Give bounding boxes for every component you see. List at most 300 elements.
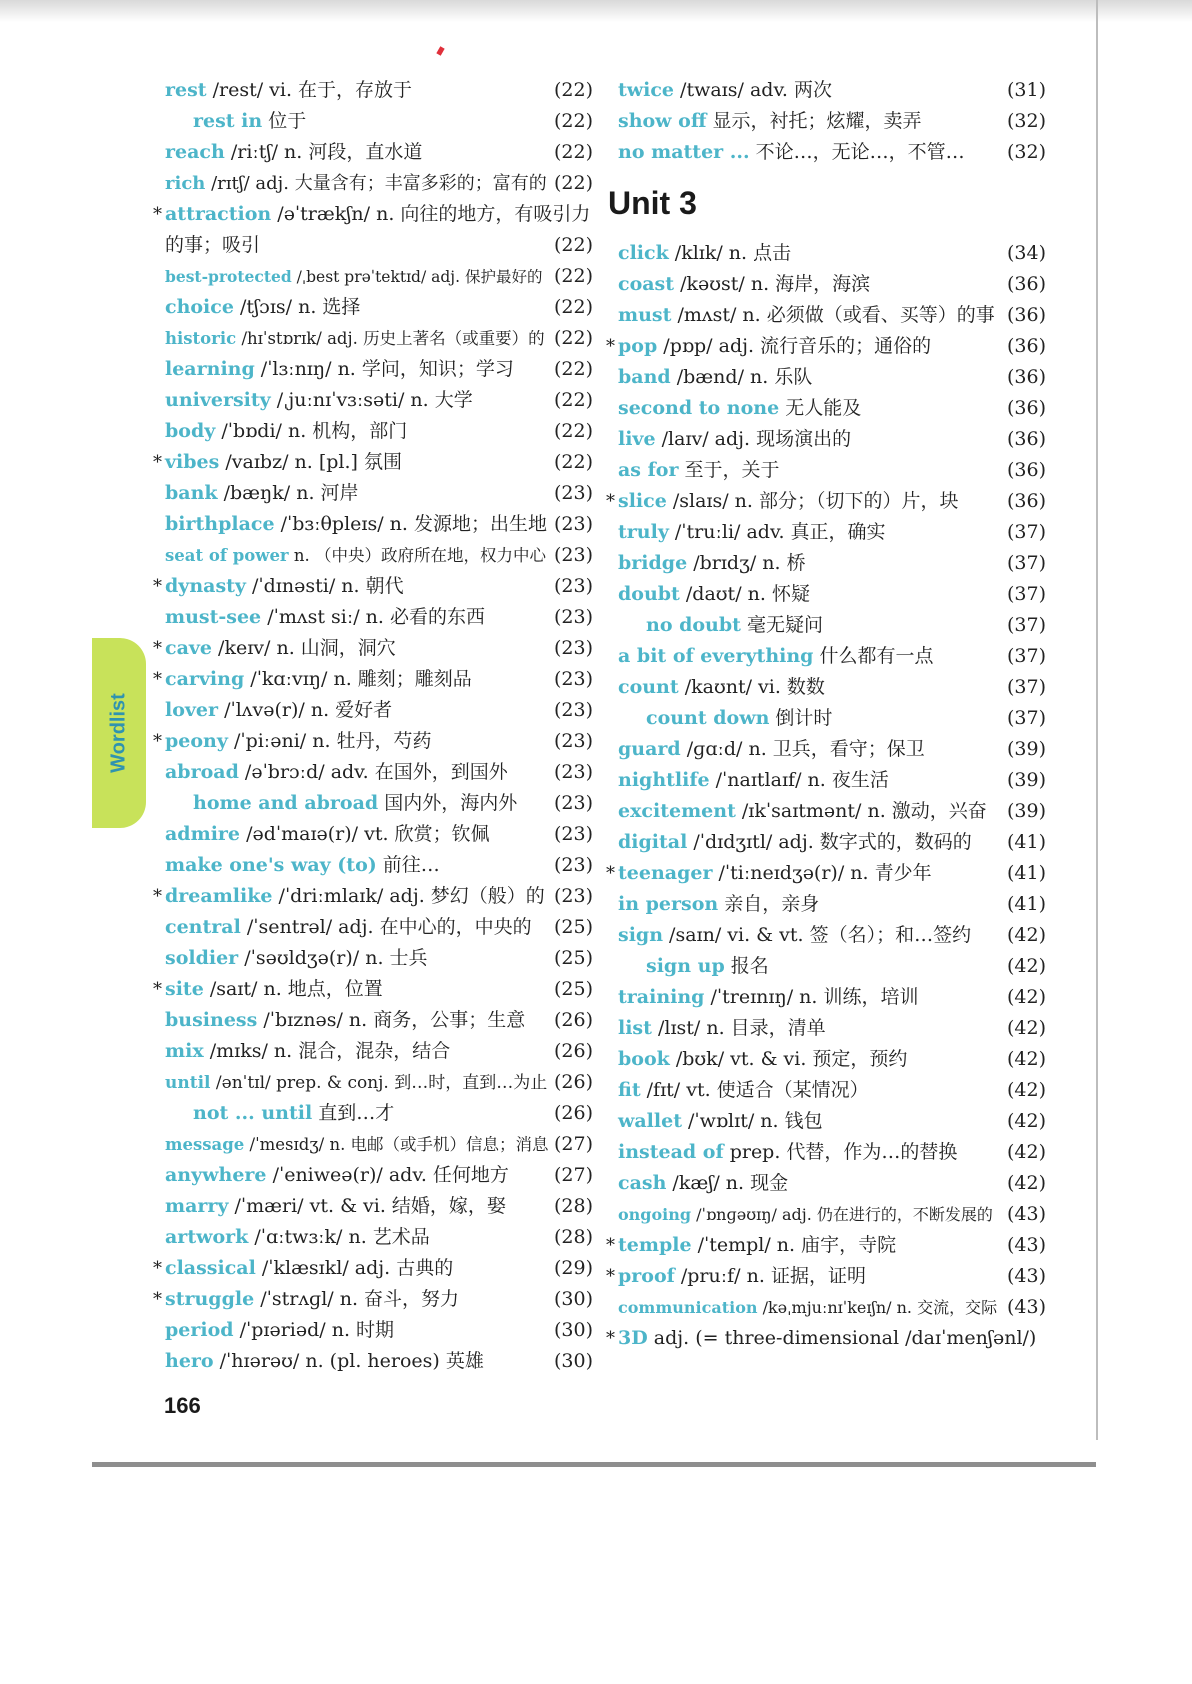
entry-headword: cave <box>165 637 213 659</box>
entry-definition: /mʌst/ n. 必须做（或看、买等）的事 <box>671 304 995 326</box>
entry-definition: /slaɪs/ n. 部分；（切下的）片，块 <box>666 490 959 512</box>
wordlist-entry <box>165 75 593 106</box>
entry-headword: lover <box>165 699 219 721</box>
entry-headword: rich <box>165 173 206 194</box>
wordlist-entry <box>165 1005 593 1036</box>
entry-page-ref: (37) <box>1006 645 1046 667</box>
entry-headword: fit <box>618 1079 641 1101</box>
wordlist-entry <box>606 1230 1046 1261</box>
wordlist-entry <box>618 393 1046 424</box>
wordlist-entry <box>165 1160 593 1191</box>
entry-headword: bank <box>165 482 218 504</box>
entry-page-ref: (22) <box>553 172 593 194</box>
entry-definition: /saɪn/ vi. & vt. 签（名）；和…签约 <box>663 924 972 946</box>
entry-star: * <box>153 576 162 597</box>
entry-headword: as for <box>618 459 679 481</box>
entry-star: * <box>153 731 162 752</box>
entry-page-ref: (22) <box>553 141 593 163</box>
entry-page-ref: (25) <box>553 947 593 969</box>
entry-headword: reach <box>165 141 225 163</box>
entry-page-ref: (30) <box>553 1319 593 1341</box>
wordlist-entry <box>618 579 1046 610</box>
entry-page-ref: (22) <box>553 79 593 101</box>
wordlist-entry <box>165 788 593 819</box>
entry-headword: vibes <box>165 451 220 473</box>
wordlist-entry <box>165 850 593 881</box>
entry-headword: dreamlike <box>165 885 273 907</box>
entry-headword: band <box>618 366 671 388</box>
entry-page-ref: (37) <box>1006 583 1046 605</box>
entry-definition: /ˌbest prəˈtektɪd/ adj. 保护最好的 <box>291 268 543 286</box>
wordlist-entry <box>618 1292 1046 1323</box>
entry-headword: marry <box>165 1195 229 1217</box>
entry-page-ref: (43) <box>1006 1296 1046 1318</box>
entry-definition: /ˈtruːli/ adv. 真正，确实 <box>668 521 886 543</box>
wordlist-entry <box>153 1284 593 1315</box>
entry-headword: must-see <box>165 606 262 628</box>
entry-definition: 国内外，海内外 <box>378 792 518 814</box>
entry-definition: /mɪks/ n. 混合，混杂，结合 <box>203 1040 451 1062</box>
entry-page-ref: (42) <box>1006 986 1046 1008</box>
entry-page-ref: (23) <box>553 823 593 845</box>
entry-headword: pop <box>618 335 658 357</box>
entry-definition: /kæʃ/ n. 现金 <box>666 1172 789 1194</box>
wordlist-entry <box>618 672 1046 703</box>
entry-headword: message <box>165 1135 245 1154</box>
wordlist-entry <box>165 478 593 509</box>
wordlist-entry <box>165 540 593 571</box>
entry-star: * <box>606 1328 615 1349</box>
entry-page-ref: (39) <box>1006 800 1046 822</box>
entry-page-ref: (28) <box>553 1226 593 1248</box>
entry-definition: adj. (= three-dimensional /daɪˈmenʃənl/) <box>647 1327 1037 1349</box>
entry-headword: business <box>165 1009 258 1031</box>
entry-page-ref: (23) <box>553 575 593 597</box>
entry-page-ref: (22) <box>553 358 593 380</box>
entry-definition: /ˈtempl/ n. 庙宇，寺院 <box>691 1234 897 1256</box>
entry-headword: anywhere <box>165 1164 267 1186</box>
entry-headword: historic <box>165 329 237 348</box>
entry-definition: n. （中央）政府所在地，权力中心 <box>288 546 547 565</box>
wordlist-entry <box>153 199 593 261</box>
entry-headword: book <box>618 1048 670 1070</box>
wordlist-entry <box>165 168 593 199</box>
wordlist-entry <box>165 137 593 168</box>
wordlist-entry <box>618 765 1046 796</box>
entry-page-ref: (23) <box>553 482 593 504</box>
entry-page-ref: (23) <box>553 792 593 814</box>
entry-page-ref: (36) <box>1006 397 1046 419</box>
wordlist-entry <box>165 943 593 974</box>
entry-definition: 报名 <box>724 955 769 977</box>
entry-star: * <box>153 638 162 659</box>
entry-page-ref: (30) <box>553 1288 593 1310</box>
wordlist-entry <box>165 695 593 726</box>
wordlist-entry <box>618 106 1046 137</box>
wordlist-entry <box>618 455 1046 486</box>
wordlist-entry <box>618 827 1046 858</box>
entry-headword: period <box>165 1319 234 1341</box>
entry-definition: /rɪtʃ/ adj. 大量含有；丰富多彩的；富有的 <box>205 173 547 194</box>
entry-definition: 至于，关于 <box>678 459 780 481</box>
wordlist-entry <box>618 920 1046 951</box>
wordlist-entry <box>618 796 1046 827</box>
entry-page-ref: (26) <box>553 1040 593 1062</box>
entry-page-ref: (42) <box>1006 1110 1046 1132</box>
wordlist-entry <box>618 1013 1046 1044</box>
entry-headword: abroad <box>165 761 239 783</box>
entry-definition: /ˈmæri/ vt. & vi. 结婚，嫁，娶 <box>228 1195 506 1217</box>
unit-3-list <box>606 238 1046 1354</box>
red-mark <box>436 46 444 55</box>
scan-top-shadow <box>0 0 1192 22</box>
left-column <box>153 75 593 1377</box>
entry-headword: learning <box>165 358 255 380</box>
entry-headword: live <box>618 428 656 450</box>
entry-definition: /saɪt/ n. 地点，位置 <box>203 978 383 1000</box>
entry-page-ref: (23) <box>553 730 593 752</box>
entry-definition: 无人能及 <box>779 397 862 419</box>
wordlist-entry <box>165 1067 593 1098</box>
entry-definition: 亲自，亲身 <box>718 893 820 915</box>
entry-page-ref: (41) <box>1006 831 1046 853</box>
entry-star: * <box>153 1289 162 1310</box>
entry-page-ref: (36) <box>1006 459 1046 481</box>
entry-definition: /fɪt/ vt. 使适合（某情况） <box>640 1079 869 1101</box>
entry-page-ref: (23) <box>553 606 593 628</box>
wordlist-entry <box>606 858 1046 889</box>
entry-page-ref: (23) <box>553 854 593 876</box>
entry-definition: /ˈbɒdi/ n. 机构，部门 <box>215 420 408 442</box>
entry-page-ref: (36) <box>1006 304 1046 326</box>
entry-star: * <box>606 1266 615 1287</box>
entry-headword: nightlife <box>618 769 710 791</box>
entry-headword: sign up <box>646 955 725 977</box>
entry-definition: /bæŋk/ n. 河岸 <box>217 482 359 504</box>
entry-headword: sign <box>618 924 664 946</box>
entry-page-ref: (22) <box>553 265 593 287</box>
entry-definition: /əˈtrækʃn/ n. 向往的地方，有吸引力的事；吸引 <box>165 203 591 256</box>
entry-headword: no doubt <box>646 614 741 636</box>
entry-page-ref: (37) <box>1006 552 1046 574</box>
wordlist-entry <box>165 509 593 540</box>
entry-page-ref: (41) <box>1006 862 1046 884</box>
entry-definition: /hɪˈstɒrɪk/ adj. 历史上著名（或重要）的 <box>236 329 545 348</box>
entry-page-ref: (22) <box>553 420 593 442</box>
entry-page-ref: (23) <box>553 885 593 907</box>
wordlist-entry <box>618 1199 1046 1230</box>
entry-star: * <box>606 491 615 512</box>
entry-definition: /pruːf/ n. 证据，证明 <box>674 1265 866 1287</box>
entry-headword: count <box>618 676 679 698</box>
wordlist-entry <box>165 323 593 354</box>
bottom-rule <box>92 1462 1096 1467</box>
entry-definition: /tʃɔɪs/ n. 选择 <box>233 296 361 318</box>
wordlist-entry <box>165 912 593 943</box>
entry-page-ref: (26) <box>553 1102 593 1124</box>
wordlist-entry <box>165 292 593 323</box>
entry-headword: home and abroad <box>193 792 379 814</box>
entry-headword: a bit of everything <box>618 645 814 667</box>
entry-headword: list <box>618 1017 652 1039</box>
entry-headword: artwork <box>165 1226 249 1248</box>
entry-definition: 什么都有一点 <box>813 645 934 667</box>
entry-definition: /vaɪbz/ n. [pl.] 氛围 <box>219 451 402 473</box>
entry-definition: /ɡɑːd/ n. 卫兵，看守；保卫 <box>680 738 925 760</box>
entry-headword: struggle <box>165 1288 255 1310</box>
entry-page-ref: (27) <box>553 1133 593 1155</box>
entry-headword: rest <box>165 79 207 101</box>
entry-headword: truly <box>618 521 669 543</box>
entry-definition: 显示，衬托；炫耀，卖弄 <box>706 110 922 132</box>
entry-page-ref: (42) <box>1006 1079 1046 1101</box>
entry-page-ref: (43) <box>1006 1265 1046 1287</box>
wordlist-entry <box>618 1044 1046 1075</box>
wordlist-entry <box>618 734 1046 765</box>
entry-page-ref: (23) <box>553 637 593 659</box>
entry-page-ref: (34) <box>1006 242 1046 264</box>
entry-headword: classical <box>165 1257 256 1279</box>
wordlist-entry <box>165 261 593 292</box>
wordlist-entry <box>618 1168 1046 1199</box>
entry-star: * <box>153 1258 162 1279</box>
entry-page-ref: (29) <box>553 1257 593 1279</box>
entry-definition: /keɪv/ n. 山洞，洞穴 <box>212 637 396 659</box>
entry-page-ref: (22) <box>553 451 593 473</box>
entry-definition: /ˈlʌvə(r)/ n. 爱好者 <box>218 699 393 721</box>
entry-definition: /ˈdɪnəsti/ n. 朝代 <box>245 575 404 597</box>
entry-page-ref: (36) <box>1006 335 1046 357</box>
entry-definition: /pɒp/ adj. 流行音乐的；通俗的 <box>657 335 932 357</box>
wordlist-entry <box>618 1106 1046 1137</box>
wordlist-entry <box>165 385 593 416</box>
wordlist-entry <box>618 982 1046 1013</box>
entry-page-ref: (36) <box>1006 366 1046 388</box>
entry-definition: /ˈbɪznəs/ n. 商务，公事；生意 <box>257 1009 526 1031</box>
entry-headword: soldier <box>165 947 239 969</box>
wordlist-entry <box>618 424 1046 455</box>
entry-star: * <box>606 1235 615 1256</box>
entry-definition: /daʊt/ n. 怀疑 <box>679 583 810 605</box>
entry-definition: /ˈwɒlɪt/ n. 钱包 <box>681 1110 823 1132</box>
entry-definition: /ˈlɜːnɪŋ/ n. 学问，知识；学习 <box>254 358 514 380</box>
wordlist-entry <box>153 447 593 478</box>
wordlist-entry <box>165 819 593 850</box>
wordlist-entry <box>153 881 593 912</box>
wordlist-entry <box>153 571 593 602</box>
wordlist-entry <box>165 602 593 633</box>
entry-page-ref: (37) <box>1006 676 1046 698</box>
entry-definition: /twaɪs/ adv. 两次 <box>674 79 832 101</box>
entry-headword: count down <box>646 707 770 729</box>
entry-page-ref: (42) <box>1006 1017 1046 1039</box>
wordlist-entry <box>153 633 593 664</box>
entry-headword: proof <box>618 1265 675 1287</box>
entry-page-ref: (27) <box>553 1164 593 1186</box>
entry-headword: twice <box>618 79 675 101</box>
entry-definition: 位于 <box>262 110 307 132</box>
entry-headword: ongoing <box>618 1205 692 1224</box>
entry-page-ref: (28) <box>553 1195 593 1217</box>
entry-definition: prep. 代替，作为…的替换 <box>723 1141 958 1163</box>
wordlist-entry <box>153 726 593 757</box>
entry-definition: /laɪv/ adj. 现场演出的 <box>655 428 852 450</box>
entry-definition: /kəʊst/ n. 海岸，海滨 <box>674 273 871 295</box>
entry-page-ref: (43) <box>1006 1234 1046 1256</box>
page-right-edge <box>1096 0 1098 1440</box>
entry-page-ref: (23) <box>553 668 593 690</box>
entry-definition: /ˈmʌst siː/ n. 必看的东西 <box>261 606 485 628</box>
entry-headword: training <box>618 986 705 1008</box>
entry-headword: hero <box>165 1350 214 1372</box>
entry-headword: second to none <box>618 397 780 419</box>
entry-headword: excitement <box>618 800 736 822</box>
entry-headword: birthplace <box>165 513 275 535</box>
wordlist-entry <box>165 1191 593 1222</box>
entry-star: * <box>153 204 162 225</box>
wordlist-entry <box>618 610 1046 641</box>
entry-page-ref: (23) <box>553 761 593 783</box>
entry-definition: /ˈbɜːθpleɪs/ n. 发源地；出生地 <box>274 513 547 535</box>
entry-definition: /ˈtiːneɪdʒə(r)/ n. 青少年 <box>712 862 932 884</box>
entry-headword: communication <box>618 1298 758 1317</box>
entry-headword: admire <box>165 823 241 845</box>
entry-page-ref: (36) <box>1006 490 1046 512</box>
entry-page-ref: (26) <box>553 1009 593 1031</box>
entry-headword: site <box>165 978 204 1000</box>
wordlist-entry <box>618 362 1046 393</box>
entry-headword: mix <box>165 1040 204 1062</box>
wordlist-entry <box>153 1253 593 1284</box>
entry-page-ref: (31) <box>1006 79 1046 101</box>
entry-definition: /ˈdriːmlaɪk/ adj. 梦幻（般）的 <box>272 885 545 907</box>
entry-definition: /ˈstrʌɡl/ n. 奋斗，努力 <box>254 1288 460 1310</box>
wordlist-entry <box>165 757 593 788</box>
wordlist-entry <box>606 331 1046 362</box>
entry-page-ref: (32) <box>1006 141 1046 163</box>
right-column <box>606 75 1046 1354</box>
entry-headword: doubt <box>618 583 680 605</box>
wordlist-entry <box>165 1036 593 1067</box>
entry-definition: /riːtʃ/ n. 河段，直水道 <box>224 141 423 163</box>
wordlist-entry <box>165 1098 593 1129</box>
wordlist-entry <box>165 354 593 385</box>
entry-definition: /bænd/ n. 乐队 <box>670 366 813 388</box>
entry-page-ref: (42) <box>1006 1172 1046 1194</box>
entry-headword: digital <box>618 831 688 853</box>
entry-definition: /kaʊnt/ vi. 数数 <box>678 676 825 698</box>
entry-page-ref: (41) <box>1006 893 1046 915</box>
entry-definition: /ˈnaɪtlaɪf/ n. 夜生活 <box>709 769 889 791</box>
entry-page-ref: (30) <box>553 1350 593 1372</box>
entry-headword: guard <box>618 738 681 760</box>
wordlist-entry <box>618 951 1046 982</box>
entry-headword: show off <box>618 110 707 132</box>
entry-page-ref: (36) <box>1006 428 1046 450</box>
entry-headword: peony <box>165 730 228 752</box>
entry-page-ref: (32) <box>1006 110 1046 132</box>
entry-page-ref: (37) <box>1006 521 1046 543</box>
entry-star: * <box>153 669 162 690</box>
entry-definition: /kəˌmjuːnɪˈkeɪʃn/ n. 交流，交际 <box>757 1298 998 1317</box>
entry-definition: /klɪk/ n. 点击 <box>668 242 792 264</box>
entry-headword: coast <box>618 273 675 295</box>
wordlist-entry <box>165 1129 593 1160</box>
entry-definition: 毫无疑问 <box>740 614 823 636</box>
wordlist-entry <box>606 1323 1046 1354</box>
entry-page-ref: (22) <box>553 296 593 318</box>
wordlist-entry <box>618 703 1046 734</box>
wordlist-entry <box>618 1137 1046 1168</box>
entry-definition: /ˌjuːnɪˈvɜːsəti/ n. 大学 <box>270 389 473 411</box>
entry-headword: wallet <box>618 1110 682 1132</box>
entry-definition: /bʊk/ vt. & vi. 预定，预约 <box>669 1048 908 1070</box>
wordlist-entry <box>165 1346 593 1377</box>
entry-page-ref: (42) <box>1006 924 1046 946</box>
entry-definition: /ˈsentrəl/ adj. 在中心的，中央的 <box>240 916 532 938</box>
entry-page-ref: (37) <box>1006 614 1046 636</box>
entry-definition: /lɪst/ n. 目录，清单 <box>651 1017 826 1039</box>
entry-definition: /ənˈtɪl/ prep. & conj. 到…时，直到…为止 <box>210 1073 548 1093</box>
wordlist-entry <box>618 269 1046 300</box>
wordlist-entry <box>618 641 1046 672</box>
entry-page-ref: (42) <box>1006 955 1046 977</box>
entry-headword: choice <box>165 296 234 318</box>
entry-definition: /ˈkɑːvɪŋ/ n. 雕刻；雕刻品 <box>244 668 472 690</box>
entry-headword: attraction <box>165 203 272 225</box>
wordlist-entry <box>165 106 593 137</box>
entry-star: * <box>153 886 162 907</box>
entry-headword: central <box>165 916 241 938</box>
wordlist-entry <box>618 1075 1046 1106</box>
entry-page-ref: (42) <box>1006 1141 1046 1163</box>
entry-definition: /ˈɒnɡəʊɪŋ/ adj. 仍在进行的，不断发展的 <box>691 1205 993 1224</box>
entry-star: * <box>606 863 615 884</box>
wordlist-entry <box>618 517 1046 548</box>
entry-definition: /ˈɑːtwɜːk/ n. 艺术品 <box>248 1226 430 1248</box>
entry-definition: /brɪdʒ/ n. 桥 <box>687 552 806 574</box>
entry-headword: make one's way (to) <box>165 854 377 876</box>
entry-page-ref: (43) <box>1006 1203 1046 1225</box>
entry-definition: 前往… <box>376 854 440 876</box>
entry-definition: 不论…，无论…，不管… <box>749 141 965 163</box>
entry-headword: university <box>165 389 271 411</box>
entry-headword: teenager <box>618 862 713 884</box>
entry-definition: /ˈklæsɪkl/ adj. 古典的 <box>255 1257 454 1279</box>
entry-page-ref: (23) <box>553 513 593 535</box>
entry-headword: slice <box>618 490 667 512</box>
entry-definition: /ɪkˈsaɪtmənt/ n. 激动，兴奋 <box>735 800 987 822</box>
wordlist-entry <box>618 238 1046 269</box>
entry-page-ref: (22) <box>553 110 593 132</box>
unit-2-continued-list <box>618 75 1046 168</box>
wordlist-entry <box>165 416 593 447</box>
entry-headword: 3D <box>618 1327 648 1349</box>
entry-headword: body <box>165 420 216 442</box>
entry-definition: /ˈpɪəriəd/ n. 时期 <box>233 1319 395 1341</box>
wordlist-entry <box>165 1222 593 1253</box>
entry-page-ref: (25) <box>553 978 593 1000</box>
wordlist-entry <box>153 664 593 695</box>
wordlist-entry <box>606 486 1046 517</box>
entry-definition: /ˈsəʊldʒə(r)/ n. 士兵 <box>238 947 428 969</box>
entry-definition: /əˈbrɔːd/ adv. 在国外，到国外 <box>238 761 508 783</box>
entry-definition: /ˈtreɪnɪŋ/ n. 训练，培训 <box>704 986 919 1008</box>
entry-page-ref: (25) <box>553 916 593 938</box>
entry-page-ref: (22) <box>553 234 593 256</box>
entry-definition: 直到…才 <box>312 1102 395 1124</box>
entry-page-ref: (22) <box>553 389 593 411</box>
